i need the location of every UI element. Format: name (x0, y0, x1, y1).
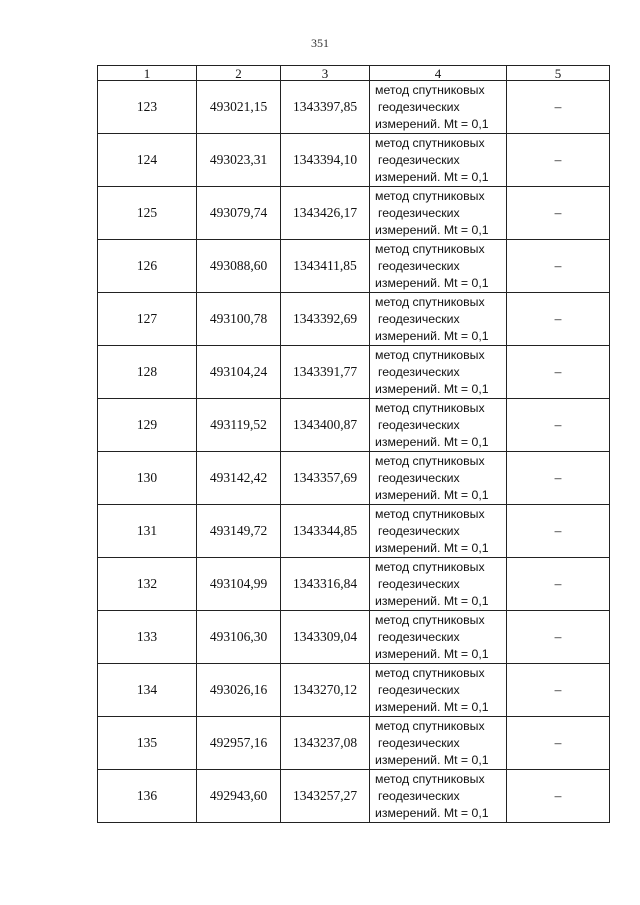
table-header-row (98, 66, 610, 81)
method-line: измерений. Mt = 0,1 (375, 222, 489, 237)
table-row (98, 240, 610, 293)
point-number-cell: 131 (98, 505, 197, 558)
x-coordinate-cell: 493104,24 (197, 346, 281, 399)
point-number-cell: 129 (98, 399, 197, 452)
note-cell: – (507, 717, 610, 770)
y-coordinate-cell: 1343357,69 (281, 452, 370, 505)
method-line: метод спутниковых (375, 453, 485, 468)
column-header-5: 5 (507, 66, 610, 81)
note-cell: – (507, 293, 610, 346)
method-cell (370, 717, 507, 770)
method-line: измерений. Mt = 0,1 (375, 169, 489, 184)
note-cell: – (507, 240, 610, 293)
x-coordinate-cell: 493100,78 (197, 293, 281, 346)
method-line: измерений. Mt = 0,1 (375, 699, 489, 714)
x-coordinate-cell: 493119,52 (197, 399, 281, 452)
point-number-cell: 125 (98, 187, 197, 240)
y-coordinate-cell: 1343237,08 (281, 717, 370, 770)
method-line: метод спутниковых (375, 294, 485, 309)
point-number-cell: 123 (98, 81, 197, 134)
y-coordinate-cell: 1343392,69 (281, 293, 370, 346)
method-line: геодезических (378, 523, 460, 538)
method-cell (370, 611, 507, 664)
point-number-cell: 130 (98, 452, 197, 505)
method-line: геодезических (378, 735, 460, 750)
point-number-cell: 135 (98, 717, 197, 770)
coordinates-table (97, 65, 610, 823)
method-line: измерений. Mt = 0,1 (375, 487, 489, 502)
method-cell (370, 558, 507, 611)
method-line: геодезических (378, 629, 460, 644)
method-line: геодезических (378, 99, 460, 114)
y-coordinate-cell: 1343344,85 (281, 505, 370, 558)
point-number-cell: 127 (98, 293, 197, 346)
y-coordinate-cell: 1343391,77 (281, 346, 370, 399)
point-number-cell: 126 (98, 240, 197, 293)
y-coordinate-cell: 1343411,85 (281, 240, 370, 293)
y-coordinate-cell: 1343400,87 (281, 399, 370, 452)
method-line: измерений. Mt = 0,1 (375, 646, 489, 661)
method-line: метод спутниковых (375, 241, 485, 256)
method-line: метод спутниковых (375, 612, 485, 627)
method-line: измерений. Mt = 0,1 (375, 805, 489, 820)
column-header-2: 2 (197, 66, 281, 81)
method-line: метод спутниковых (375, 506, 485, 521)
table-row (98, 293, 610, 346)
note-cell: – (507, 134, 610, 187)
x-coordinate-cell: 492943,60 (197, 770, 281, 823)
table-row (98, 399, 610, 452)
method-line: геодезических (378, 576, 460, 591)
method-line: метод спутниковых (375, 135, 485, 150)
x-coordinate-cell: 493023,31 (197, 134, 281, 187)
y-coordinate-cell: 1343270,12 (281, 664, 370, 717)
y-coordinate-cell: 1343316,84 (281, 558, 370, 611)
y-coordinate-cell: 1343394,10 (281, 134, 370, 187)
x-coordinate-cell: 493104,99 (197, 558, 281, 611)
note-cell: – (507, 187, 610, 240)
table-row (98, 717, 610, 770)
method-cell (370, 505, 507, 558)
method-line: геодезических (378, 311, 460, 326)
note-cell: – (507, 399, 610, 452)
method-cell (370, 134, 507, 187)
table-row (98, 770, 610, 823)
method-line: измерений. Mt = 0,1 (375, 116, 489, 131)
note-cell: – (507, 664, 610, 717)
method-cell (370, 240, 507, 293)
page-number: 351 (311, 36, 329, 50)
x-coordinate-cell: 493079,74 (197, 187, 281, 240)
method-line: метод спутниковых (375, 400, 485, 415)
method-line: геодезических (378, 682, 460, 697)
method-line: метод спутниковых (375, 347, 485, 362)
method-cell (370, 293, 507, 346)
method-cell (370, 770, 507, 823)
table-row (98, 664, 610, 717)
note-cell: – (507, 611, 610, 664)
method-cell (370, 346, 507, 399)
table-row (98, 611, 610, 664)
point-number-cell: 134 (98, 664, 197, 717)
note-cell: – (507, 346, 610, 399)
x-coordinate-cell: 493149,72 (197, 505, 281, 558)
method-line: метод спутниковых (375, 559, 485, 574)
method-line: геодезических (378, 364, 460, 379)
method-cell (370, 399, 507, 452)
point-number-cell: 132 (98, 558, 197, 611)
point-number-cell: 124 (98, 134, 197, 187)
method-line: измерений. Mt = 0,1 (375, 328, 489, 343)
method-line: измерений. Mt = 0,1 (375, 593, 489, 608)
x-coordinate-cell: 493021,15 (197, 81, 281, 134)
method-line: геодезических (378, 470, 460, 485)
method-line: измерений. Mt = 0,1 (375, 752, 489, 767)
x-coordinate-cell: 493026,16 (197, 664, 281, 717)
method-line: измерений. Mt = 0,1 (375, 381, 489, 396)
table-row (98, 558, 610, 611)
table-row (98, 346, 610, 399)
x-coordinate-cell: 493106,30 (197, 611, 281, 664)
method-line: измерений. Mt = 0,1 (375, 434, 489, 449)
note-cell: – (507, 770, 610, 823)
note-cell: – (507, 558, 610, 611)
note-cell: – (507, 81, 610, 134)
point-number-cell: 133 (98, 611, 197, 664)
method-cell (370, 664, 507, 717)
y-coordinate-cell: 1343257,27 (281, 770, 370, 823)
x-coordinate-cell: 493088,60 (197, 240, 281, 293)
column-header-1: 1 (98, 66, 197, 81)
x-coordinate-cell: 493142,42 (197, 452, 281, 505)
note-cell: – (507, 505, 610, 558)
method-line: метод спутниковых (375, 665, 485, 680)
table-row (98, 134, 610, 187)
column-header-3: 3 (281, 66, 370, 81)
table-row (98, 187, 610, 240)
method-line: геодезических (378, 205, 460, 220)
x-coordinate-cell: 492957,16 (197, 717, 281, 770)
point-number-cell: 136 (98, 770, 197, 823)
y-coordinate-cell: 1343426,17 (281, 187, 370, 240)
y-coordinate-cell: 1343397,85 (281, 81, 370, 134)
method-line: геодезических (378, 788, 460, 803)
method-line: метод спутниковых (375, 718, 485, 733)
method-cell (370, 81, 507, 134)
method-line: метод спутниковых (375, 188, 485, 203)
method-line: геодезических (378, 417, 460, 432)
method-line: измерений. Mt = 0,1 (375, 275, 489, 290)
table-row (98, 505, 610, 558)
column-header-4: 4 (370, 66, 507, 81)
method-line: геодезических (378, 258, 460, 273)
note-cell: – (507, 452, 610, 505)
table-row (98, 452, 610, 505)
method-line: метод спутниковых (375, 82, 485, 97)
y-coordinate-cell: 1343309,04 (281, 611, 370, 664)
method-line: геодезических (378, 152, 460, 167)
method-cell (370, 452, 507, 505)
point-number-cell: 128 (98, 346, 197, 399)
method-line: метод спутниковых (375, 771, 485, 786)
method-line: измерений. Mt = 0,1 (375, 540, 489, 555)
method-cell (370, 187, 507, 240)
table-row (98, 81, 610, 134)
